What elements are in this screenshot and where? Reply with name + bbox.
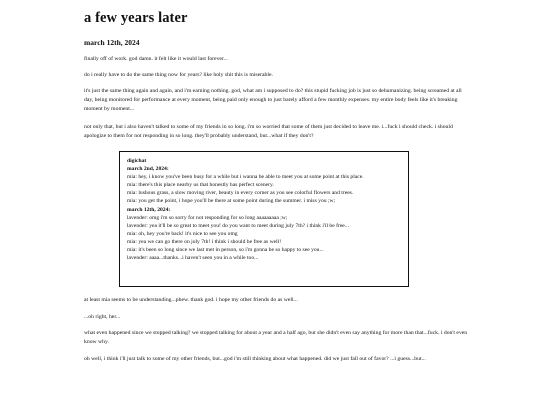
chat-date-header: march 12th, 2024: xyxy=(127,206,171,213)
paragraph: what even happened since we stopped talking? we stopped talking for about a year and a half ago, but she didn't even say anything for more than that...fuck. i don't even know why. xyxy=(84,330,468,346)
chat-date-header: march 2nd, 2024: xyxy=(127,166,169,173)
paragraph: finally off of work. god damn. it felt like it would last forever... xyxy=(84,56,228,62)
chat-log-box xyxy=(119,151,409,287)
chat-message: mia: it's been so long since we last met in person, so i'm gonna be so happy to see you... xyxy=(127,247,324,254)
paragraph: oh well, i think i'll just talk to some of my other friends, but...god i'm still thinking about what happened. did we just fall out of favor? ...i guess...but... xyxy=(84,356,426,362)
chat-message: mia: yea we can go there on july 7th! i think i should be free as well! xyxy=(127,238,282,245)
paragraph: it's just the same thing again and again, and i'm earning nothing. god, what am i supposed to do? this stupid fucking job is just so dehumanizing. being screamed at all day, being monitored for performance at every moment, being paid only enough to just barely afford a few monthly expenses. my entire body feels like it's breaking moment by moment... xyxy=(84,88,462,113)
chat-message: mia: you get the point, i hope you'll be there at some point during the summer. i miss you ;w; xyxy=(127,198,336,205)
chat-message: mia: there's this place nearby us that honestly has perfect scenery. xyxy=(127,182,274,189)
chat-message: lavender: yea it'll be so great to meet you! do you want to meet during july 7th? i think i'll be free... xyxy=(127,222,349,229)
paragraph: do i really have to do the same thing now for years? like holy shit this is miserable. xyxy=(84,72,273,78)
page-title: a few years later xyxy=(84,10,188,26)
chat-message: lavender: omg i'm so sorry for not responding for so long aaaaaaaaa ;w; xyxy=(127,214,288,221)
paragraph: not only that, but i also haven't talked to some of my friends in so long. i'm so worried that some of them just decided to leave me. i...fuck i should check. i should apologize to them for not responding in so long. they'll probably understand, but...what if they don't? xyxy=(84,124,453,140)
paragraph: ...oh right, her... xyxy=(84,314,121,320)
entry-date: march 12th, 2024 xyxy=(84,38,140,47)
paragraph: at least mia seems to be understanding...phew. thank god. i hope my other friends do as well... xyxy=(84,297,298,303)
chat-message: mia: hey, i know you've been busy for a while but i wanna be able to meet you at some point at this place. xyxy=(127,174,364,181)
chat-message: mia: oh, hey you're back! it's nice to see you omg xyxy=(127,230,238,237)
chat-message: mia: lushous grass, a slow moving river, beauty in every corner as you see colorful flowers and trees. xyxy=(127,190,354,197)
chat-message: lavender: aaaa...thanks...i haven't seen you in a while too... xyxy=(127,255,259,262)
chat-app-title: digichat xyxy=(127,158,147,164)
